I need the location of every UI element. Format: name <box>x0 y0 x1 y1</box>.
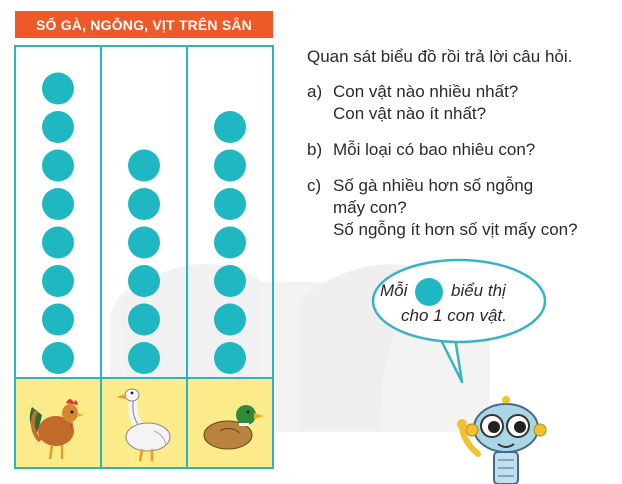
question-a-line-2: Con vật nào ít nhất? <box>333 104 487 123</box>
question-c-line-2: mấy con? <box>333 198 407 217</box>
bubble-text-before: Mỗi <box>380 281 408 300</box>
bubble-text-after: biểu thị <box>451 281 506 300</box>
question-c-marker: c) <box>307 176 322 195</box>
bubble-circle-icon <box>413 276 445 308</box>
chart-title: SỐ GÀ, NGỖNG, VỊT TRÊN SÂN <box>15 11 273 38</box>
question-intro: Quan sát biểu đồ rồi trả lời câu hỏi. <box>307 47 573 66</box>
question-c-line-3: Số ngỗng ít hơn số vịt mấy con? <box>333 220 578 239</box>
robot-icon <box>448 388 558 484</box>
question-c-line-1: Số gà nhiều hơn số ngỗng <box>333 176 534 195</box>
question-a-marker: a) <box>307 82 323 101</box>
question-b-marker: b) <box>307 140 323 159</box>
bubble-text-line2: cho 1 con vật. <box>401 306 507 325</box>
question-b-line-1: Mỗi loại có bao nhiêu con? <box>333 140 536 159</box>
question-a-line-1: Con vật nào nhiều nhất? <box>333 82 519 101</box>
